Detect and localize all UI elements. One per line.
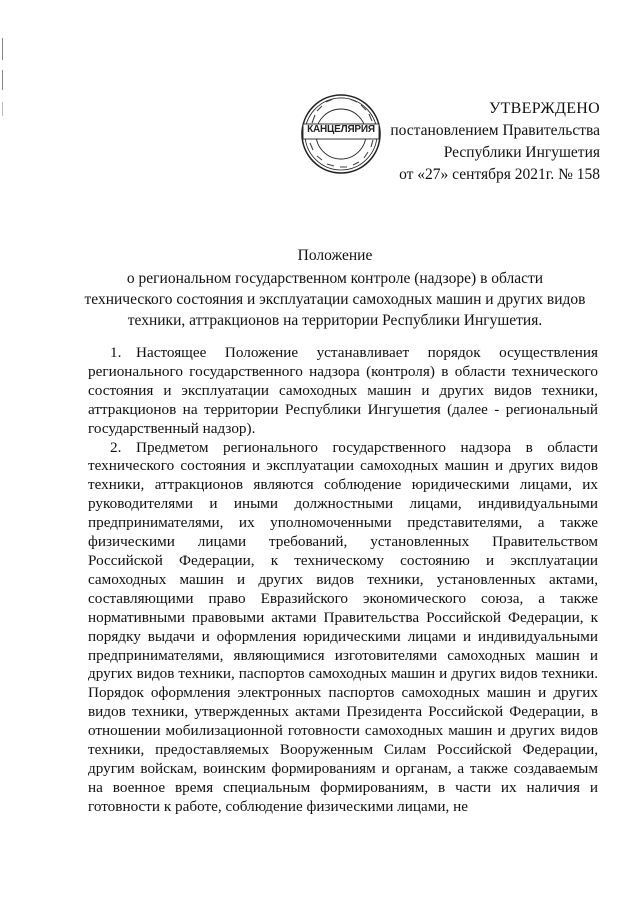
approval-heading: УТВЕРЖДЕНО (488, 100, 600, 117)
approval-block (340, 98, 600, 186)
title-line: техники, аттракционов на территории Республики Ингушетия. (127, 312, 543, 329)
document-title (70, 245, 600, 331)
paragraph-text: Настоящее Положение устанавливает порядок осуществления регионального государственного надзора (контроля) в области технического состояния и эксплуатации самоходных машин и других видов техники, аттракционов на территории Республики Ингушетия (далее - региональный государственный надзор). (88, 344, 598, 437)
title-heading: Положение (297, 247, 373, 264)
paragraph-text: Предметом регионального государственного надзора в области технического состояния и эксплуатации самоходных машин и других видов техники, аттракционов являются соблюдение юридическими лицами, их руководителями и иными должностными лицами, индивидуальными предпринимателями, их уполномоченными представителями, а также физическими лицами требований, установленных Правительством Российской Федерации, к техническому состоянию и эксплуатации самоходных машин и других видов техники, установленных актами, составляющими право Евразийского экономического союза, а также нормативными правовыми актами Правительства Российской Федерации, к порядку выдачи и оформления юридическими лицами и индивидуальными предпринимателями, являющимися изготовителями самоходных машин и других видов техники, паспортов самоходных машин и других видов техники. Порядок оформления электронных паспортов самоходных машин и других видов техники, утвержденных актами Президента Российской Федерации, в отношении мобилизационной готовности самоходных машин и других видов техники, предоставляемых Вооруженным Силам Российской Федерации, другим войскам, воинским формированиям и органам, а также создаваемым на военное время специальным формированиям, в части их наличия и готовности к работе, соблюдение физическими лицами, не (88, 438, 598, 815)
paragraph-1 (88, 344, 598, 439)
document-body (88, 344, 598, 817)
approval-line: постановлением Правительства (390, 122, 600, 139)
approval-date-number: от «27» сентября 2021г. № 158 (399, 166, 600, 183)
title-line: о региональном государственном контроле (надзоре) в области (126, 270, 544, 287)
paragraph-number: 2. (110, 438, 122, 456)
paragraph-number: 1. (110, 344, 122, 361)
title-line: технического состояния и эксплуатации самоходных машин и других видов (84, 291, 586, 308)
scan-margin-mark (2, 70, 3, 90)
paragraph-2 (88, 439, 598, 817)
stamp-label: КАНЦЕЛЯРИЯ (307, 124, 375, 135)
scan-margin-mark (2, 102, 3, 116)
scan-margin-mark (2, 38, 3, 60)
approval-line: Республики Ингушетия (443, 144, 600, 161)
